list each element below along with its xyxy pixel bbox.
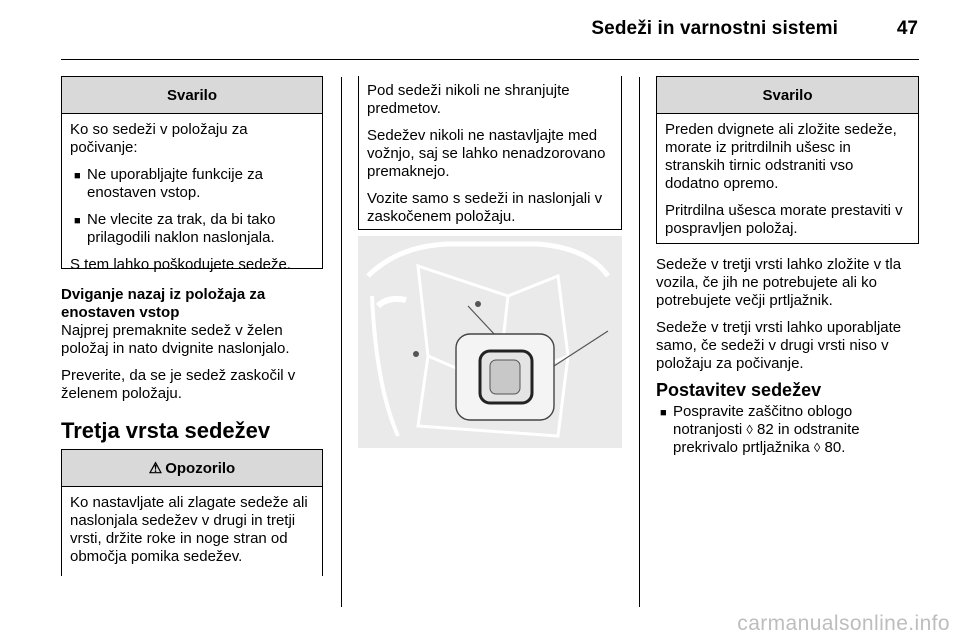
section-heading-third-row: Tretja vrsta sedežev bbox=[61, 418, 271, 443]
warning-box-title: Opozorilo bbox=[165, 459, 236, 477]
page-reference-link[interactable]: 80. bbox=[824, 439, 846, 456]
figure-drawing bbox=[358, 236, 622, 448]
section-paragraph: Preverite, da se je sedež zaskočil v želenem položaju. bbox=[61, 367, 296, 402]
page-header-title: Sedeži in varnostni sistemi bbox=[591, 18, 838, 39]
bullet-square-icon: ■ bbox=[74, 170, 81, 182]
right-body-text bbox=[656, 256, 924, 382]
caution-box-title: Svarilo bbox=[657, 77, 918, 114]
page-number: 47 bbox=[896, 18, 918, 39]
caution-outro: S tem lahko poškodujete sedeže. bbox=[70, 256, 291, 273]
section-raise-seat bbox=[61, 286, 323, 412]
caution-intro: Ko so sedeži v položaju za počivanje: bbox=[70, 121, 248, 156]
bullet-square-icon: ■ bbox=[660, 407, 667, 419]
caution-box-left bbox=[61, 76, 323, 273]
column-divider-right bbox=[639, 77, 640, 607]
section-paragraph: Najprej premaknite sedež v želen položaj in nato dvignite naslonjalo. bbox=[61, 322, 290, 357]
car-trunk-seat-illustration bbox=[358, 236, 622, 448]
caution-paragraph: Pritrdilna ušesca morate prestaviti v pospravljen položaj. bbox=[665, 202, 903, 237]
caution-paragraph: Preden dvignete ali zložite sedeže, morate iz pritrdilnih ušesc in stranskih tirnic odstraniti vso dodatno opremo. bbox=[665, 121, 897, 192]
warning-paragraph: Sedežev nikoli ne nastavljajte med vožnjo, saj se lahko nenadzorovano premaknejo. bbox=[367, 127, 606, 180]
section-heading-seat-setup: Postavitev sedežev bbox=[656, 380, 822, 400]
warning-box bbox=[61, 449, 323, 576]
warning-paragraph: Pod sedeži nikoli ne shranjujte predmetov. bbox=[367, 82, 570, 117]
caution-bullet: ■ Ne uporabljajte funkcije za enostaven vstop. bbox=[70, 166, 314, 202]
caution-box-right bbox=[656, 76, 919, 244]
body-paragraph: Sedeže v tretji vrsti lahko uporabljate samo, če sedeži v drugi vrsti niso v položaju za počivanje. bbox=[656, 319, 902, 372]
warning-paragraph: Vozite samo s sedeži in naslonjali v zaskočenem položaju. bbox=[367, 190, 603, 225]
column-divider-left bbox=[341, 77, 342, 607]
warning-triangle-icon: ⚠ bbox=[148, 460, 163, 477]
cross-reference-icon: ◊ bbox=[813, 440, 821, 455]
caution-box-title: Svarilo bbox=[62, 77, 322, 114]
watermark: carmanualsonline.info bbox=[737, 612, 950, 635]
setup-bullet: ■ Pospravite zaščitno oblogo notranjosti ◊ 82 in odstranite prekrivalo prtljažnika ◊ 80. bbox=[656, 403, 919, 457]
caution-bullet: ■ Ne vlecite za trak, da bi tako prilagodili naklon naslonjala. bbox=[70, 211, 314, 247]
header-divider bbox=[61, 59, 919, 60]
warning-box-continued bbox=[358, 76, 622, 230]
cross-reference-icon: ◊ bbox=[746, 422, 753, 437]
bullet-square-icon: ■ bbox=[74, 215, 81, 227]
page-reference-link[interactable]: 82 bbox=[757, 421, 774, 438]
warning-body: Ko nastavljate ali zlagate sedeže ali naslonjala sedežev v drugi in tretji vrsti, držite roke in noge stran od območja pomika sedežev. bbox=[70, 494, 308, 565]
body-paragraph: Sedeže v tretji vrsti lahko zložite v tla vozila, če jih ne potrebujete ali ko potrebujete večji prtljažnik. bbox=[656, 256, 902, 309]
section-subheading: Dviganje nazaj iz položaja za enostaven vstop bbox=[61, 286, 266, 321]
